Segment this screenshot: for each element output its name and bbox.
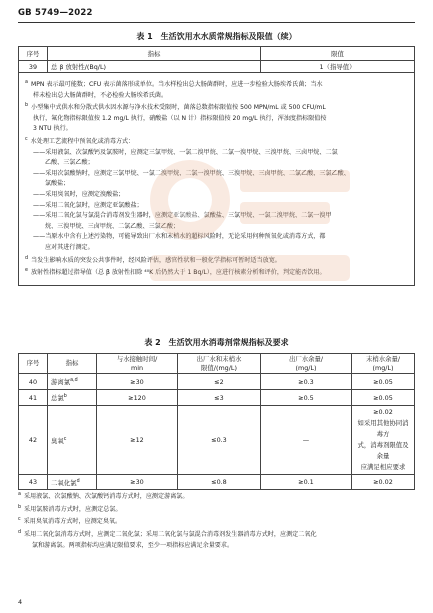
- tap-margin: ≥0.05: [352, 374, 415, 390]
- footnote-d: $^d$ 采用二氧化氯消毒方式时，应测定二氧化氯；采用二氧化氯与氯混合消毒剂发生器消毒方式时，应测定二氧化: [18, 529, 317, 538]
- tap-margin: ≥0.02: [352, 475, 415, 490]
- table2-header-tap-margin: 末梢水余量/ (mg/L): [352, 354, 415, 374]
- indicator-limit: 1（指导值）: [261, 61, 415, 73]
- note-c: $^c$ 水处理工艺流程中预氧化或消毒方式：: [25, 137, 135, 146]
- table-row: [19, 406, 415, 475]
- note-c-item6-cont: 应对其进行测定。: [45, 244, 94, 251]
- table-row: [19, 374, 415, 390]
- note-c-item4: ——采用二氧化氯时，应测定亚氯酸盐；: [33, 201, 143, 209]
- table1-header-indicator: 指标: [48, 47, 261, 61]
- row-number: 42: [19, 406, 48, 475]
- row-number: 40: [19, 374, 48, 390]
- contact-time: ≥30: [97, 374, 178, 390]
- row-number: 41: [19, 390, 48, 406]
- note-c-item6: ——当原水中含有上述污染物，可能导致出厂水和末梢水的超标风险时，无论采用何种预氧化或消毒方式，都: [33, 233, 326, 241]
- limit-value: ≤0.3: [178, 406, 261, 475]
- note-a: $^a$ MPN 表示最可能数；CFU 表示菌落形成单位。当水样检出总大肠菌群时，应进一步检验大肠埃希氏菌；当水: [25, 80, 323, 89]
- table2-header-indicator: 指标: [48, 354, 97, 374]
- table2-header-row: [19, 354, 415, 374]
- indicator-name: 臭氧$^c$: [48, 406, 97, 475]
- table2-header-factory-margin: 出厂水余量/ (mg/L): [261, 354, 352, 374]
- note-e: $^e$ 放射性指标超过指导值（总 β 放射性扣除 ⁴⁰K 后仍然大于 1 Bq/L），应进行核素分析和评价，判定能否饮用。: [25, 268, 326, 277]
- factory-margin: ≥0.3: [261, 374, 352, 390]
- note-a-cont: 样未检出总大肠菌群时，不必检验大肠埃希氏菌。: [33, 91, 168, 99]
- factory-margin: ≥0.1: [261, 475, 352, 490]
- footnote-c: $^c$ 采用臭氧消毒方式时，应测定臭氧。: [18, 517, 122, 526]
- table-row: [19, 390, 415, 406]
- note-c-item5-cont: 烷、三溴甲烷、三卤甲烷、二氯乙酸、三氯乙酸；: [45, 222, 180, 230]
- table2-footnotes: [18, 490, 415, 551]
- contact-time: ≥30: [97, 475, 178, 490]
- table2-header-no: 序号: [19, 354, 48, 374]
- header-rule: [18, 22, 415, 23]
- footnote-a: $^a$ 采用液氯、次氯酸钠、次氯酸钙消毒方式时，应测定游离氯。: [18, 492, 189, 501]
- indicator-name: 游离氯$^{a,d}$: [48, 374, 97, 390]
- contact-time: ≥12: [97, 406, 178, 475]
- row-number: 43: [19, 475, 48, 490]
- table1-header-no: 序号: [19, 47, 48, 61]
- table1-notes: [19, 73, 415, 286]
- limit-value: ≤2: [178, 374, 261, 390]
- indicator-name: 二氧化氯$^d$: [48, 475, 97, 490]
- table2-title: 表 2 生活饮用水消毒剂常规指标及要求: [144, 338, 289, 347]
- note-b-cont2: 3 NTU 执行。: [33, 125, 72, 133]
- note-d: $^d$ 当发生影响水质的突发公共事件时，经风险评估，感官性状和一般化学指标可暂时适当放宽。: [25, 255, 281, 264]
- contact-time: ≥120: [97, 390, 178, 406]
- limit-value: ≤3: [178, 390, 261, 406]
- tap-margin: ≥0.02 如采用其他协同消毒方 式，消毒剂限值及余量 应满足相应要求: [352, 406, 415, 475]
- table1-notes-row: [19, 73, 415, 286]
- standard-code-header: GB 5749—2022: [18, 8, 93, 18]
- footnote-b: $^b$ 采用氯胺消毒方式时，应测定总氯。: [18, 504, 122, 513]
- table1-header-limit: 限值: [261, 47, 415, 61]
- note-c-item2: ——采用次氯酸钠时，应测定三氯甲烷、一氯二溴甲烷、二氯一溴甲烷、三溴甲烷、三卤甲烷、二氯乙酸、三氯乙酸、: [33, 169, 350, 177]
- note-c-item3: ——采用臭氧时，应测定溴酸盐；: [33, 191, 125, 199]
- indicator-name: 总 β 放射性/(Bq/L): [48, 61, 261, 73]
- table2-header-limit: 出厂水和末梢水 限值/(mg/L): [178, 354, 261, 374]
- table1: [18, 46, 415, 286]
- indicator-name: 总氯$^b$: [48, 390, 97, 406]
- footnote-d-cont: 氯和游离氯。两项指标均应满足限值要求，至少一项指标应满足余量要求。: [32, 541, 234, 549]
- note-c-item1: ——采用液氯、次氯酸钙及氯胺时，应测定三氯甲烷、一氯二溴甲烷、二氯一溴甲烷、三溴甲烷、三卤甲烷、二氯: [33, 148, 338, 156]
- table2-header-contact-time: 与水接触时间/ min: [97, 354, 178, 374]
- table-row: [19, 475, 415, 490]
- table-row: [19, 61, 415, 73]
- note-b: $^b$ 小型集中式供水和分散式供水因水源与净水技术受限时，菌落总数指标限值按 500 MPN/mL 或 500 CFU/mL: [25, 103, 326, 112]
- page-number: 4: [18, 598, 23, 606]
- note-b-cont: 执行，氟化物指标限值按 1.2 mg/L 执行，硝酸盐（以 N 计）指标限值按 20 mg/L 执行，浑浊度指标限值按: [33, 114, 327, 122]
- limit-value: ≤0.8: [178, 475, 261, 490]
- note-c-item2-cont: 氯酸盐；: [45, 180, 70, 188]
- factory-margin: ≥0.5: [261, 390, 352, 406]
- table1-title: 表 1 生活饮用水水质常规指标及限值（续）: [136, 32, 297, 41]
- tap-margin: ≥0.05: [352, 390, 415, 406]
- row-number: 39: [19, 61, 48, 73]
- table2: [18, 353, 415, 490]
- factory-margin: —: [261, 406, 352, 475]
- note-c-item1-cont: 乙酸、三氯乙酸；: [45, 159, 94, 167]
- note-c-item5: ——采用二氧化氯与氯混合消毒剂发生器时，应测定亚氯酸盐、氯酸盐、三氯甲烷、一氯二溴甲烷、二氯一溴甲: [33, 212, 332, 220]
